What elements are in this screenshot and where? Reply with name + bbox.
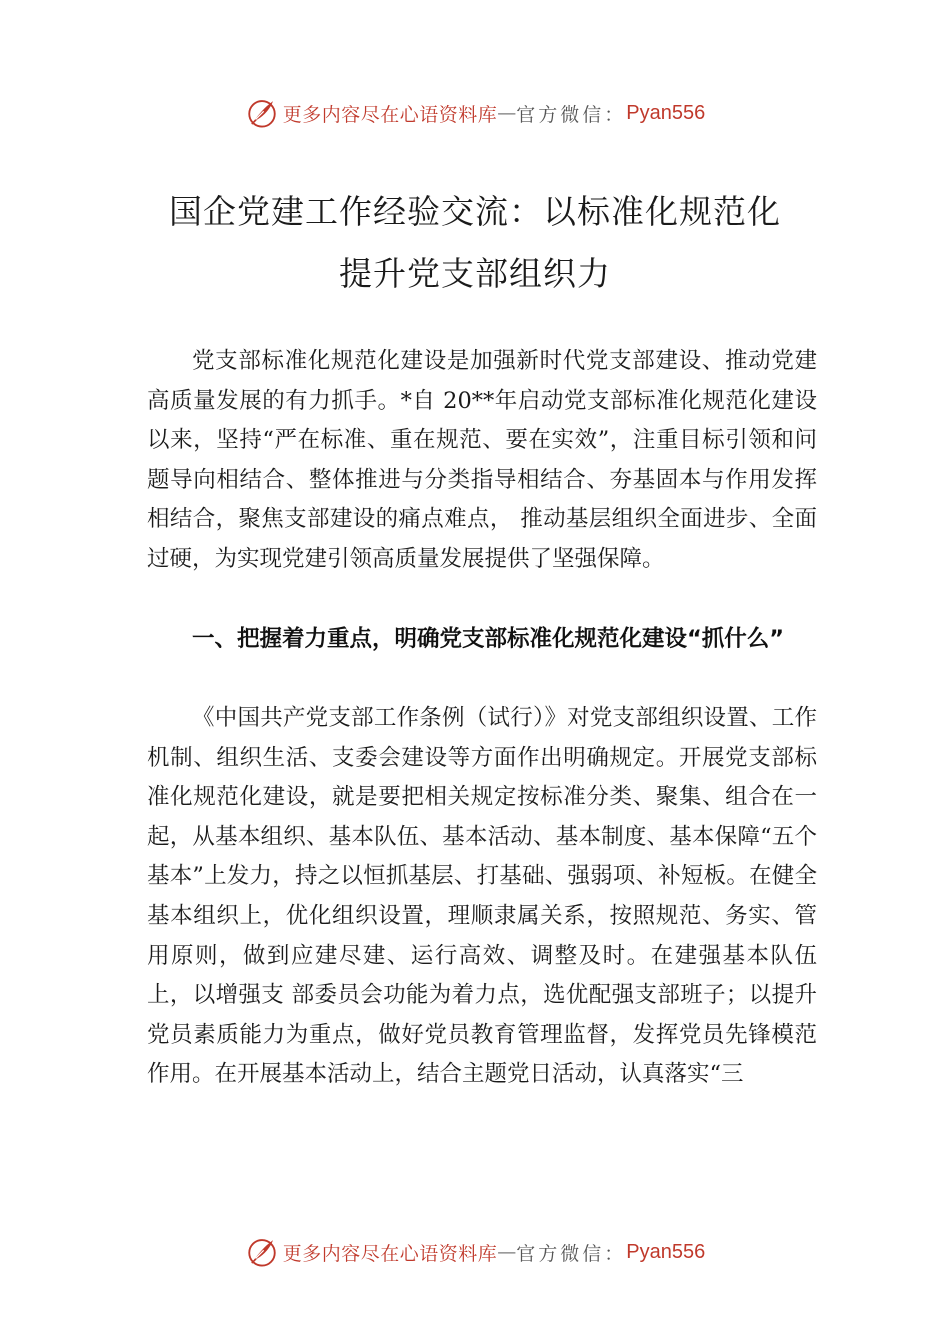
page-title-line-2: 提升党支部组织力 [339,254,611,293]
section-1-paragraph: 《中国共产党支部工作条例（试行）》对党支部组织设置、工作机制、组织生活、支委会建设等方面作出明确规定。开展党支部标准化规范化建设，就是要把相关规定按标准分类、聚集、组合在一起，从基本组织、基本队伍、基本活动、基本制度、基本保障“五个基本”上发力，持之以恒抓基层、打基础、强弱项、补短板。在健全基本组织上，优化组织设置，理顺隶属关系，按照规范、务实、管用原则，做到应建尽建、运行高效、调整及时。在建强基本队伍上，以增强支 部委员会功能为着力点，选优配强支部班子；以提升党员素质能力为重点，做好党员教育管理监督，发挥党员先锋模范作用。在开展基本活动上，结合主题党日活动，认真落实“三 [147,705,817,1088]
quill-logo-icon [245,1235,279,1269]
watermark-wechat-label: 官方微信： [516,103,627,126]
watermark-wechat-label: 官方微信： [516,1242,627,1265]
watermark-dash: — [497,102,517,124]
watermark-wechat-id: Pyan556 [626,101,706,124]
watermark-dash: — [497,1241,517,1263]
watermark-text: 更多内容尽在心语资料库 [282,1242,498,1265]
watermark-banner-bottom [0,1232,950,1272]
watermark-text: 更多内容尽在心语资料库 [282,103,498,126]
intro-paragraph: 党支部标准化规范化建设是加强新时代党支部建设、推动党建高质量发展的有力抓手。*自 20**年启动党支部标准化规范化建设以来，坚持“严在标准、重在规范、要在实效”，注重目标引领和问题导向相结合、整体推进与分类指导相结合、夯基固本与作用发挥相结合，聚焦支部建设的痛点难点， 推动基层组织全面进步、全面过硬，为实现党建引领高质量发展提供了坚强保障。 [147,348,817,572]
page-title-line-1: 国企党建工作经验交流：以标准化规范化 [169,192,781,231]
quill-logo-icon [245,96,279,130]
watermark-banner-top [0,93,950,133]
section-heading-1: 一、把握着力重点，明确党支部标准化规范化建设“抓什么” [192,626,785,652]
watermark-wechat-id: Pyan556 [626,1240,706,1263]
